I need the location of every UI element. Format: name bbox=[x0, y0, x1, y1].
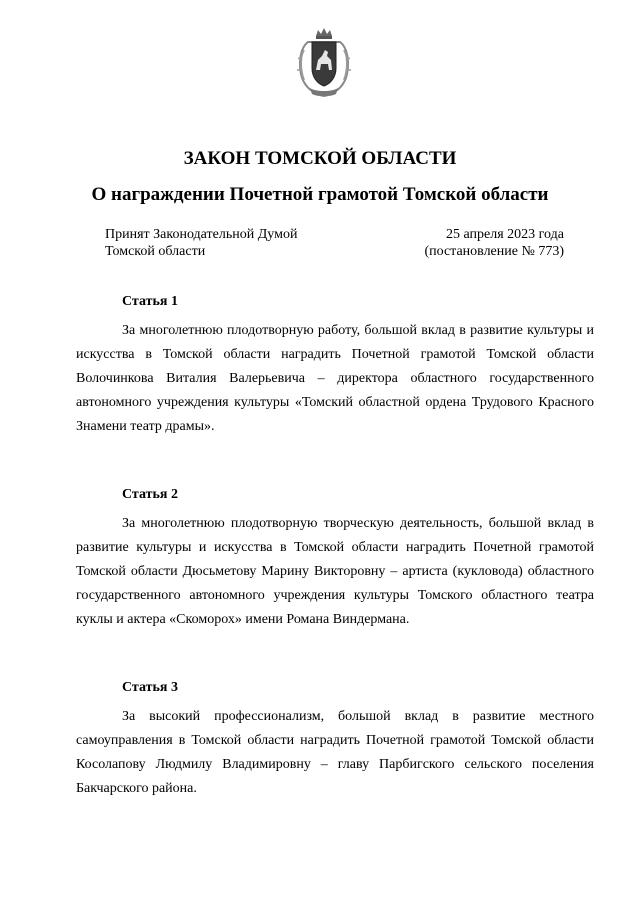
article-text: За высокий профессионализм, большой вклад в развитие местного самоуправления в Томской области наградить Почетной грамотой Томской области Косолапову Людмилу Владимировну – главу Парбигского сельского поселения Бакчарского района. bbox=[76, 709, 594, 796]
adoption-body-line-1: Принят Законодательной Думой bbox=[105, 227, 298, 242]
article-2 bbox=[76, 488, 594, 632]
adoption-date-line: 25 апреля 2023 года bbox=[446, 227, 564, 242]
article-heading: Статья 1 bbox=[122, 294, 178, 309]
adoption-date bbox=[424, 226, 564, 260]
coat-of-arms-emblem bbox=[294, 26, 354, 100]
article-text: За многолетнюю плодотворную работу, большой вклад в развитие культуры и искусства в Томской области наградить Почетной грамотой Томской области Волочинкова Виталия Валерьевича – директора областного государственного автономного учреждения культуры «Томский областной ордена Трудового Красного Знамени театр драмы». bbox=[76, 323, 594, 434]
article-text: За многолетнюю плодотворную творческую деятельность, большой вклад в развитие культуры и искусства в Томской области наградить Почетной грамотой Томской области Дюсьметову Марину Викторовну – артиста (кукловода) областного государственного автономного учреждения культуры Томского областного театра куклы и актера «Скоморох» имени Романа Виндермана. bbox=[76, 516, 594, 627]
article-3 bbox=[76, 681, 594, 801]
article-heading: Статья 3 bbox=[122, 680, 178, 695]
adoption-body-line-2: Томской области bbox=[105, 244, 206, 259]
resolution-number: (постановление № 773) bbox=[424, 244, 564, 259]
article-1 bbox=[76, 295, 594, 439]
article-heading: Статья 2 bbox=[122, 487, 178, 502]
law-subtitle: О награждении Почетной грамотой Томской области bbox=[91, 184, 549, 205]
law-title: ЗАКОН ТОМСКОЙ ОБЛАСТИ bbox=[183, 148, 457, 169]
adoption-body bbox=[105, 226, 297, 260]
